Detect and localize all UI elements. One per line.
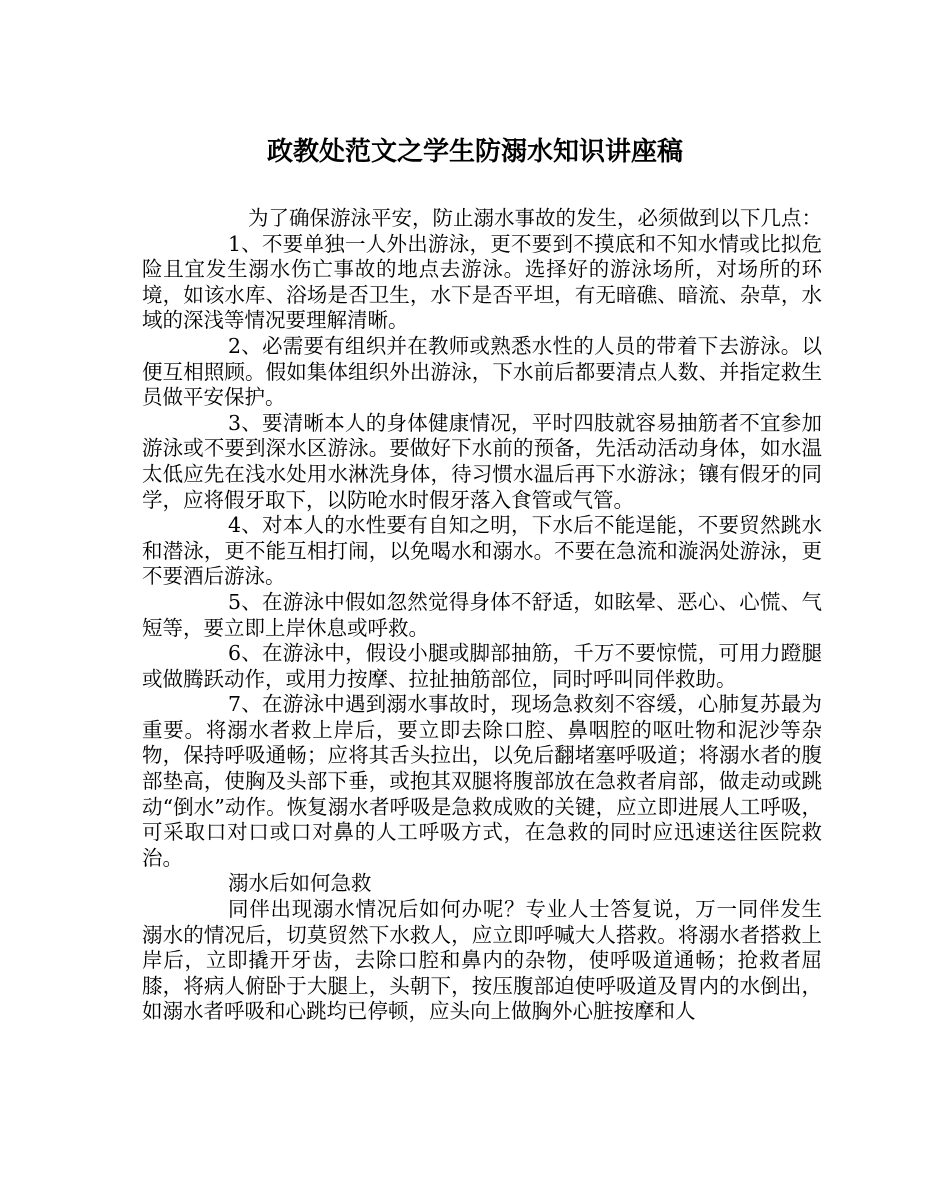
- item-paragraph-5: 5、在游泳中假如忽然觉得身体不舒适，如眩晕、恶心、心慌、气短等，要立即上岸休息或呼救。: [142, 589, 822, 640]
- item-paragraph-6: 6、在游泳中，假设小腿或脚部抽筋，千万不要惊慌，可用力蹬腿或做腾跃动作，或用力按摩、拉扯抽筋部位，同时呼叫同伴救助。: [142, 641, 822, 691]
- page-title: 政教处范文之学生防溺水知识讲座稿: [266, 137, 683, 167]
- item-paragraph-2: 2、必需要有组织并在教师或熟悉水性的人员的带着下去游泳。以便互相照顾。假如集体组织外出游泳，下水前后都要清点人数、并指定救生员做平安保护。: [142, 333, 822, 410]
- item-paragraph-4: 4、对本人的水性要有自知之明，下水后不能逞能，不要贸然跳水和潜泳，更不能互相打闹，以免喝水和溺水。不要在急流和漩涡处游泳，更不要酒后游泳。: [142, 513, 822, 589]
- item-paragraph-7: 7、在游泳中遇到溺水事故时，现场急救刻不容缓，心肺复苏最为重要。将溺水者救上岸后，要立即去除口腔、鼻咽腔的呕吐物和泥沙等杂物，保持呼吸通畅；应将其舌头拉出，以免后翻堵塞呼吸道；将溺水者的腹部垫高，使胸及头部下垂，或抱其双腿将腹部放在急救者肩部，做走动或跳动“倒水”动作。恢复溺水者呼吸是急救成败的关键，应立即进展人工呼吸，可采取口对口或口对鼻的人工呼吸方式，在急救的同时应迅速送往医院救治。: [142, 692, 822, 870]
- item-paragraph-3: 3、要清晰本人的身体健康情况，平时四肢就容易抽筋者不宜参加游泳或不要到深水区游泳。要做好下水前的预备，先活动活动身体，如水温太低应先在浅水处用水淋洗身体，待习惯水温后再下水游泳；镶有假牙的同学，应将假牙取下，以防呛水时假牙落入食管或气管。: [142, 410, 822, 512]
- closing-paragraph: 同伴出现溺水情况后如何办呢？专业人士答复说，万一同伴发生溺水的情况后，切莫贸然下水救人，应立即呼喊大人搭救。将溺水者搭救上岸后，立即撬开牙齿，去除口腔和鼻内的杂物，使呼吸道通畅；抢救者屈膝，将病人俯卧于大腿上，头朝下，按压腹部迫使呼吸道及胃内的水倒出，如溺水者呼吸和心跳均已停顿，应头向上做胸外心脏按摩和人: [142, 897, 822, 1024]
- section-subheading: 溺水后如何急救: [228, 871, 372, 896]
- document-body: [142, 206, 822, 1025]
- intro-paragraph: 为了确保游泳平安，防止溺水事故的发生，必须做到以下几点：: [248, 206, 822, 230]
- item-paragraph-1: 1、不要单独一人外出游泳，更不要到不摸底和不知水情或比拟危险且宜发生溺水伤亡事故的地点去游泳。选择好的游泳场所，对场所的环境，如该水库、浴场是否卫生，水下是否平坦，有无暗礁、暗流、杂草，水域的深浅等情况要理解清晰。: [142, 231, 822, 333]
